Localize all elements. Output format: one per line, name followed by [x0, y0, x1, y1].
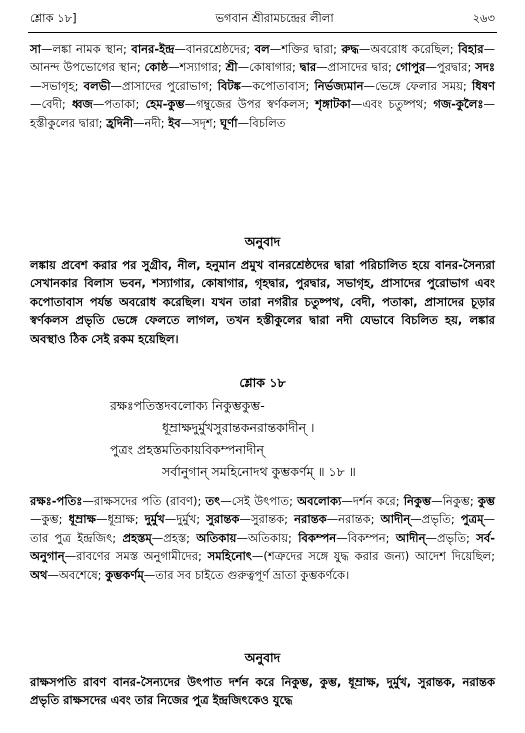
synonym-meaning: সেই উৎপাত: [231, 494, 290, 508]
synonym-meaning: বিচলিত: [249, 115, 286, 130]
synonym-meaning: অতিকায়: [247, 530, 288, 545]
verse-line: ধূম্রাক্ষদুর্মুখসুরান্তকনরান্তকাদীন্ ।: [162, 420, 315, 435]
synonym-meaning: লঙ্কা নামক স্থান: [52, 42, 124, 56]
synonym-word: শ্রী: [225, 60, 238, 75]
synonym-meaning: কোষাগার: [249, 60, 292, 75]
synonym-word: বিহার: [458, 42, 484, 56]
synonym-word: ইব: [168, 115, 181, 130]
synonym-meaning: (শত্রুদের সঙ্গে যুদ্ধ করার জন্য) আদেশ দিয়েছিল: [263, 549, 492, 564]
synonym-word: নিকুম্ভ: [403, 494, 432, 508]
synonym-word: অথ: [30, 567, 48, 582]
synonym-meaning: সদৃশ: [192, 115, 213, 130]
synonym-meaning: রাক্ষসদের পতি (রাবণ): [93, 494, 198, 508]
synonym-word: দুর্মুখ: [144, 512, 165, 527]
translation-1: লঙ্কায় প্রবেশ করার পর সুগ্রীব, নীল, হনুমান প্রমুখ বানরশ্রেষ্ঠদের দ্বারা পরিচালিত হয়ে বানর-সৈন্যরা সেখানকার বিলাস ভবন, শস্যাগার, কোষাগার, গৃহদ্বার, পুরদ্বার, সভাগৃহ, প্রাসাদের পুরোভাগ এবং কপোতাবাস পর্যন্ত অবরোধ করেছিল। যখন তারা নগরীর চতুষ্পথ, বেদী, পতাকা, প্রাসাদের চূড়ার স্বর্ণকলস প্রভৃতি ভেঙ্গে ফেলতে লাগল, তখন হস্তীকুলের দ্বারা নদী যেভাবে বিচলিত হয়, লঙ্কার অবস্থাও ঠিক সেই রকম হয়েছিল।: [30, 258, 495, 346]
verse-line: সর্বানুগান্ সমহিনোদথ কুম্ভকর্ণম্ ॥ ১৮ ॥: [162, 464, 356, 479]
synonym-meaning: প্রাসাদের পুরোভাগ: [122, 78, 209, 93]
synonym-meaning: তার পুত্র ইন্দ্রজিৎ: [30, 530, 113, 545]
synonym-meaning: আনন্দ উপভোগের স্থান: [30, 60, 137, 75]
synonym-meaning: কুম্ভ: [41, 512, 59, 527]
synonym-word: নির্ভজ্যমান: [314, 78, 364, 93]
synonym-meaning: শস্যাগার: [179, 60, 218, 75]
synonym-meaning: সভাগৃহ: [41, 78, 75, 93]
synonym-word: বল: [254, 42, 270, 56]
verse-line: পুত্রং প্রহস্তমতিকায়বিকম্পনাদীন্: [110, 442, 264, 457]
synonym-word: বিকম্পন: [298, 530, 337, 545]
synonym-meaning: বানরশ্রেষ্ঠদের: [185, 42, 247, 56]
synonym-meaning: দুর্মুখ: [176, 512, 197, 527]
synonym-meaning: অবরোধ করেছিল: [370, 42, 450, 56]
synonym-word: আদীন্: [380, 512, 411, 527]
header-rule: [28, 32, 497, 33]
synonym-word: প্রহস্তম্: [122, 530, 152, 545]
synonym-meaning: পতাকা: [104, 97, 136, 112]
synonym-word: সমহিনোৎ: [207, 549, 252, 564]
synonym-word: ধিষণ: [471, 78, 496, 93]
header-verse-ref: শ্লোক ১৮]: [30, 11, 77, 25]
synonym-meaning: পুরদ্বার: [436, 60, 468, 75]
synonym-word: গজ-কুলৈঃ: [433, 97, 484, 112]
synonym-word: দ্বার: [299, 60, 317, 75]
synonym-word: বিটঙ্ক: [217, 78, 241, 93]
synonym-meaning: কপোতাবাস: [252, 78, 306, 93]
synonym-word: অবলোক্য: [297, 494, 342, 508]
translation-heading-1: অনুবাদ: [244, 234, 281, 249]
synonym-meaning: ধূম্রাক্ষ: [107, 512, 135, 527]
synonyms-verse-18: রক্ষঃ-পতিঃ—রাক্ষসদের পতি (রাবণ); তৎ—সেই উৎপাত; অবলোক্য—দর্শন করে; নিকুম্ভ—নিকুম্ভ; কুম্ভ—কুম্ভ; ধূম্রাক্ষ—ধূম্রাক্ষ; দুর্মুখ—দুর্মুখ; সুরান্তক—সুরান্তক; নরান্তক—নরান্তক; আদীন্—প্রভৃতি; পুত্রম্—তার পুত্র ইন্দ্রজিৎ; প্রহস্তম্—প্রহস্ত; অতিকায়—অতিকায়; বিকম্পন—বিকম্পন; আদীন্—প্রভৃতি; সর্ব-অনুগান্—রাবণের সমস্ত অনুগামীদের; সমহিনোৎ—(শত্রুদের সঙ্গে যুদ্ধ করার জন্য) আদেশ দিয়েছিল; অথ—অবশেষে; কুম্ভকর্ণম্—তার সব চাইতে গুরুত্বপূর্ণ ভ্রাতা কুম্ভকর্ণকে।: [30, 494, 496, 582]
synonym-meaning: নিকুম্ভ: [442, 494, 470, 508]
synonym-meaning: নদী: [144, 115, 161, 130]
synonym-word: রক্ষঃ-পতিঃ: [30, 494, 83, 508]
translation-2: রাক্ষসপতি রাবণ বানর-সৈন্যদের উৎপাত দর্শন করে নিকুম্ভ, কুম্ভ, ধূম্রাক্ষ, দুর্মুখ, সুরান্তক, নরান্তক প্রভৃতি রাক্ষসদের এবং তার নিজের পুত্র ইন্দ্রজিৎকেও যুদ্ধে: [30, 675, 495, 708]
synonym-meaning: এবং চতুষ্পথ: [362, 97, 424, 112]
synonym-word: রুদ্ধ: [341, 42, 359, 56]
page-header: [30, 10, 495, 30]
synonym-word: ঘূর্ণা: [220, 115, 238, 130]
header-page-number: ২৬৩: [472, 11, 495, 25]
synonym-word: গোপুর: [395, 60, 426, 75]
synonym-meaning: তার সব চাইতে গুরুত্বপূর্ণ ভ্রাতা কুম্ভকর্ণকে।: [155, 567, 350, 582]
synonym-meaning: হস্তীকুলের দ্বারা: [30, 115, 99, 130]
synonym-meaning: ভেঙ্গে ফেলার সময়: [374, 78, 463, 93]
synonym-word: হেম-কুম্ভ: [145, 97, 185, 112]
synonym-meaning: প্রভৃতি: [421, 512, 451, 527]
verse-line: রক্ষঃপতিস্তদবলোক্য নিকুম্ভকুম্ভ-: [110, 398, 265, 413]
synonym-word: বানর-ইন্দ্র: [131, 42, 175, 56]
synonym-meaning: শক্তির দ্বারা: [281, 42, 334, 56]
synonym-word: ধ্বজ: [71, 97, 93, 112]
synonym-word: আদীন্: [395, 530, 426, 545]
synonym-word: শৃঙ্গাটকা: [315, 97, 351, 112]
translation-heading-2: অনুবাদ: [244, 650, 281, 665]
synonym-word: কোষ্ঠ: [144, 60, 169, 75]
synonym-meaning: সুরান্তক: [250, 512, 285, 527]
synonym-word: কুম্ভকর্ণম্: [105, 567, 144, 582]
synonym-meaning: প্রাসাদের দ্বার: [327, 60, 388, 75]
synonym-word: হ্রদিনী: [106, 115, 134, 130]
header-title: ভগবান শ্রীরামচন্দ্রের লীলা: [215, 11, 334, 25]
synonym-word: সদঃ: [475, 60, 495, 75]
synonym-word: তৎ: [205, 494, 221, 508]
synonym-meaning: রাবণের সমস্ত অনুগামীদের: [76, 549, 199, 564]
synonym-meaning: দর্শন করে: [352, 494, 396, 508]
synonym-meaning: অবশেষে: [58, 567, 98, 582]
synonym-word: অতিকায়: [196, 530, 237, 545]
synonym-word: পুত্রম্: [460, 512, 484, 527]
synonym-meaning: প্রহস্ত: [163, 530, 187, 545]
synonym-word: সর্ব-অনুগান্: [30, 530, 496, 564]
synonym-meaning: প্রভৃতি: [436, 530, 467, 545]
verse-title: শ্লোক ১৮: [239, 375, 286, 390]
synonyms-top: সা—লঙ্কা নামক স্থান; বানর-ইন্দ্র—বানরশ্রেষ্ঠদের; বল—শক্তির দ্বারা; রুদ্ধ—অবরোধ করেছিল; বিহার—আনন্দ উপভোগের স্থান; কোষ্ঠ—শস্যাগার; শ্রী—কোষাগার; দ্বার—প্রাসাদের দ্বার; গোপুর—পুরদ্বার; সদঃ—সভাগৃহ; বলভী—প্রাসাদের পুরোভাগ; বিটঙ্ক—কপোতাবাস; নির্ভজ্যমান—ভেঙ্গে ফেলার সময়; ধিষণ—বেদী; ধ্বজ—পতাকা; হেম-কুম্ভ—গম্বুজের উপর স্বর্ণকলস; শৃঙ্গাটকা—এবং চতুষ্পথ; গজ-কুলৈঃ—হস্তীকুলের দ্বারা; হ্রদিনী—নদী; ইব—সদৃশ; ঘূর্ণা—বিচলিত: [30, 42, 496, 130]
synonym-word: বলভী: [83, 78, 111, 93]
synonym-word: সা: [30, 42, 41, 56]
synonym-meaning: বেদী: [41, 97, 62, 112]
synonym-word: কুম্ভ: [477, 494, 496, 508]
synonym-word: সুরান্তক: [206, 512, 240, 527]
synonym-word: নরান্তক: [294, 512, 327, 527]
synonym-meaning: গম্বুজের উপর স্বর্ণকলস: [196, 97, 306, 112]
synonym-meaning: নরান্তক: [338, 512, 371, 527]
synonym-meaning: বিকম্পন: [347, 530, 386, 545]
synonym-word: ধূম্রাক্ষ: [68, 512, 96, 527]
